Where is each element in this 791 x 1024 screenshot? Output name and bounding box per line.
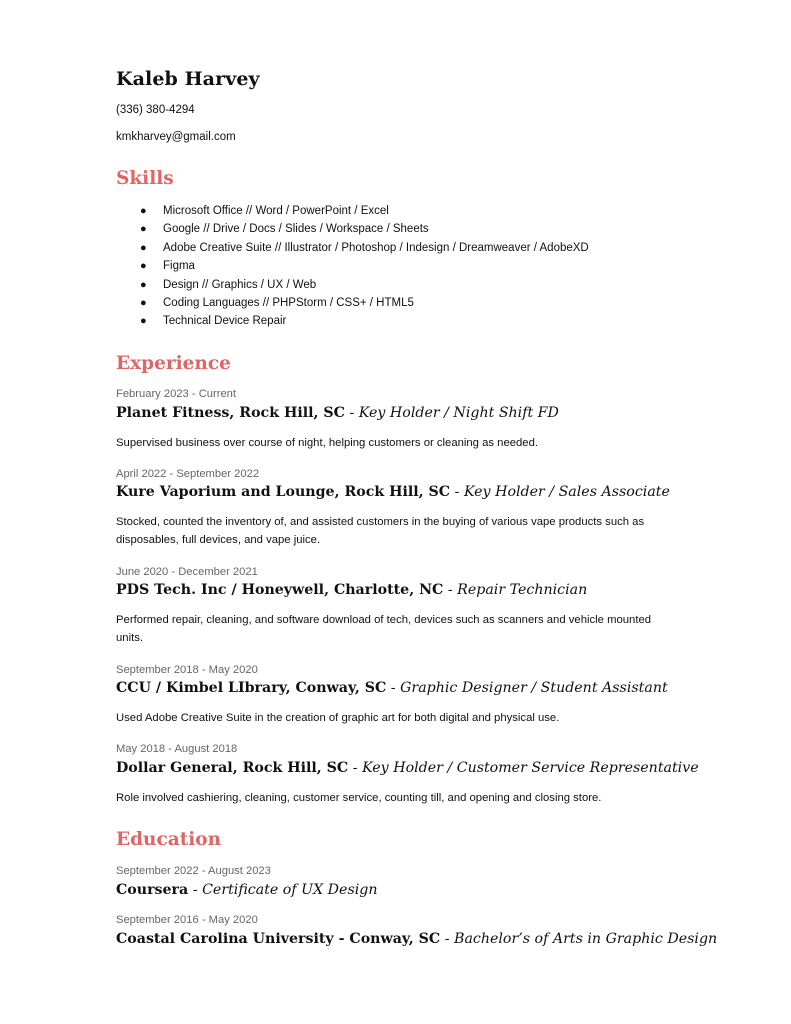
skill-item: ● Figma bbox=[140, 257, 589, 275]
skill-item: ● Coding Languages // PHPStorm / CSS+ / HTML5 bbox=[140, 294, 589, 312]
skill-item: ● Adobe Creative Suite // Illustrator / Photoshop / Indesign / Dreamweaver / AdobeXD bbox=[140, 239, 589, 257]
job-dates: September 2018 - May 2020 bbox=[116, 664, 258, 676]
job-description: Stocked, counted the inventory of, and assisted customers in the buying of various vape products such as disposables, full devices, and vape juice. bbox=[116, 516, 645, 546]
skill-item: ● Google // Drive / Docs / Slides / Workspace / Sheets bbox=[140, 220, 589, 238]
skills-heading: Skills bbox=[116, 168, 174, 189]
bullet-icon: ● bbox=[140, 278, 147, 291]
job-dates: April 2022 - September 2022 bbox=[116, 468, 260, 480]
experience-heading: Experience bbox=[116, 353, 231, 374]
job-description: Used Adobe Creative Suite in the creation of graphic art for both digital and physical use. bbox=[116, 712, 560, 724]
education-dates: September 2016 - May 2020 bbox=[116, 914, 258, 926]
bullet-icon: ● bbox=[140, 315, 147, 328]
skill-item: ● Microsoft Office // Word / PowerPoint / Excel bbox=[140, 202, 589, 220]
bullet-icon: ● bbox=[140, 241, 147, 254]
skill-item: ● Technical Device Repair bbox=[140, 312, 589, 330]
job-dates: May 2018 - August 2018 bbox=[116, 743, 238, 755]
candidate-name: Kaleb Harvey bbox=[116, 68, 260, 90]
email-address: kmkharvey@gmail.com bbox=[116, 131, 236, 143]
education-title: Coastal Carolina University - Conway, SC - Bachelor’s of Arts in Graphic Design bbox=[116, 931, 718, 947]
skill-item: ● Design // Graphics / UX / Web bbox=[140, 276, 589, 294]
skills-list bbox=[140, 202, 589, 331]
job-title: Kure Vaporium and Lounge, Rock Hill, SC - Key Holder / Sales Associate bbox=[116, 484, 670, 500]
job-title: Dollar General, Rock Hill, SC - Key Holder / Customer Service Representative bbox=[116, 760, 699, 776]
education-heading: Education bbox=[116, 829, 222, 850]
education-title: Coursera - Certificate of UX Design bbox=[116, 882, 378, 898]
bullet-icon: ● bbox=[140, 296, 147, 309]
bullet-icon: ● bbox=[140, 260, 147, 273]
job-description: Performed repair, cleaning, and software download of tech, devices such as scanners and vehicle mounted units. bbox=[116, 614, 652, 644]
phone-number: (336) 380-4294 bbox=[116, 104, 195, 116]
bullet-icon: ● bbox=[140, 223, 147, 236]
job-description: Supervised business over course of night, helping customers or cleaning as needed. bbox=[116, 437, 539, 449]
job-title: Planet Fitness, Rock Hill, SC - Key Holder / Night Shift FD bbox=[116, 405, 559, 421]
education-dates: September 2022 - August 2023 bbox=[116, 865, 271, 877]
bullet-icon: ● bbox=[140, 205, 147, 217]
job-dates: June 2020 - December 2021 bbox=[116, 566, 258, 578]
job-title: CCU / Kimbel LIbrary, Conway, SC - Graphic Designer / Student Assistant bbox=[116, 680, 668, 696]
job-description: Role involved cashiering, cleaning, customer service, counting till, and opening and closing store. bbox=[116, 792, 602, 804]
job-title: PDS Tech. Inc / Honeywell, Charlotte, NC - Repair Technician bbox=[116, 582, 588, 598]
job-dates: February 2023 - Current bbox=[116, 388, 237, 400]
